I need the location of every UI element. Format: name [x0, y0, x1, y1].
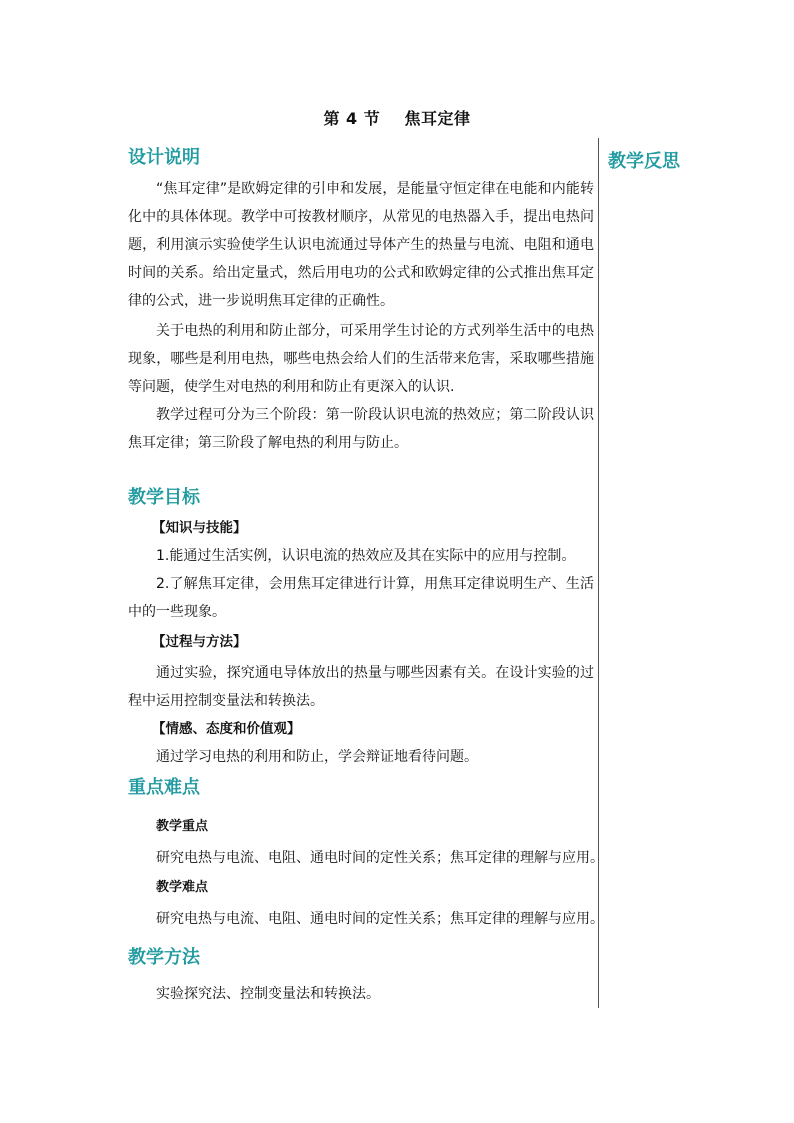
page-title: 第 4 节 焦耳定律	[323, 109, 471, 128]
design-heading: 设计说明	[128, 147, 200, 168]
difficulty-label: 教学难点	[156, 880, 209, 895]
knowledge-label: 【知识与技能】	[152, 520, 247, 536]
emotion-label: 【情感、态度和价值观】	[152, 721, 301, 737]
knowledge-item-1: 1.能通过生活实例，认识电流的热效应及其在实际中的应用与控制。	[156, 548, 576, 564]
methods-text: 实验探究法、控制变量法和转换法。	[156, 986, 380, 1002]
reflection-heading: 教学反思	[608, 151, 680, 172]
column-divider	[598, 138, 599, 1008]
design-paragraph-1: “焦耳定律”是欧姆定律的引申和发展，是能量守恒定律在电能和内能转化中的具体体现。教学中可按教材顺序，从常见的电热器入手，提出电热问题，利用演示实验使学生认识电流通过导体产生的热量与电流、电阻和通电时间的关系。给出定量式，然后用电功的公式和欧姆定律的公式推出焦耳定律的公式，进一步说明焦耳定律的正确性。	[128, 181, 594, 309]
goals-heading: 教学目标	[128, 487, 200, 508]
knowledge-item-2: 2.了解焦耳定律，会用焦耳定律进行计算，用焦耳定律说明生产、生活中的一些现象。	[128, 576, 594, 620]
process-label: 【过程与方法】	[152, 634, 247, 650]
design-paragraph-3: 教学过程可分为三个阶段：第一阶段认识电流的热效应；第二阶段认识焦耳定律；第三阶段了解电热的利用与防止。	[128, 407, 594, 451]
methods-heading: 教学方法	[128, 947, 200, 968]
keypoints-heading: 重点难点	[128, 777, 200, 798]
focus-text: 研究电热与电流、电阻、通电时间的定性关系；焦耳定律的理解与应用。	[156, 850, 604, 866]
emotion-text: 通过学习电热的利用和防止，学会辩证地看待问题。	[156, 749, 478, 765]
difficulty-text: 研究电热与电流、电阻、通电时间的定性关系；焦耳定律的理解与应用。	[156, 911, 604, 927]
process-text: 通过实验，探究通电导体放出的热量与哪些因素有关。在设计实验的过程中运用控制变量法和转换法。	[128, 665, 594, 709]
focus-label: 教学重点	[156, 819, 209, 834]
design-paragraph-2: 关于电热的利用和防止部分，可采用学生讨论的方式列举生活中的电热现象，哪些是利用电热，哪些电热会给人们的生活带来危害，采取哪些措施等问题，使学生对电热的利用和防止有更深入的认识.	[128, 323, 594, 395]
